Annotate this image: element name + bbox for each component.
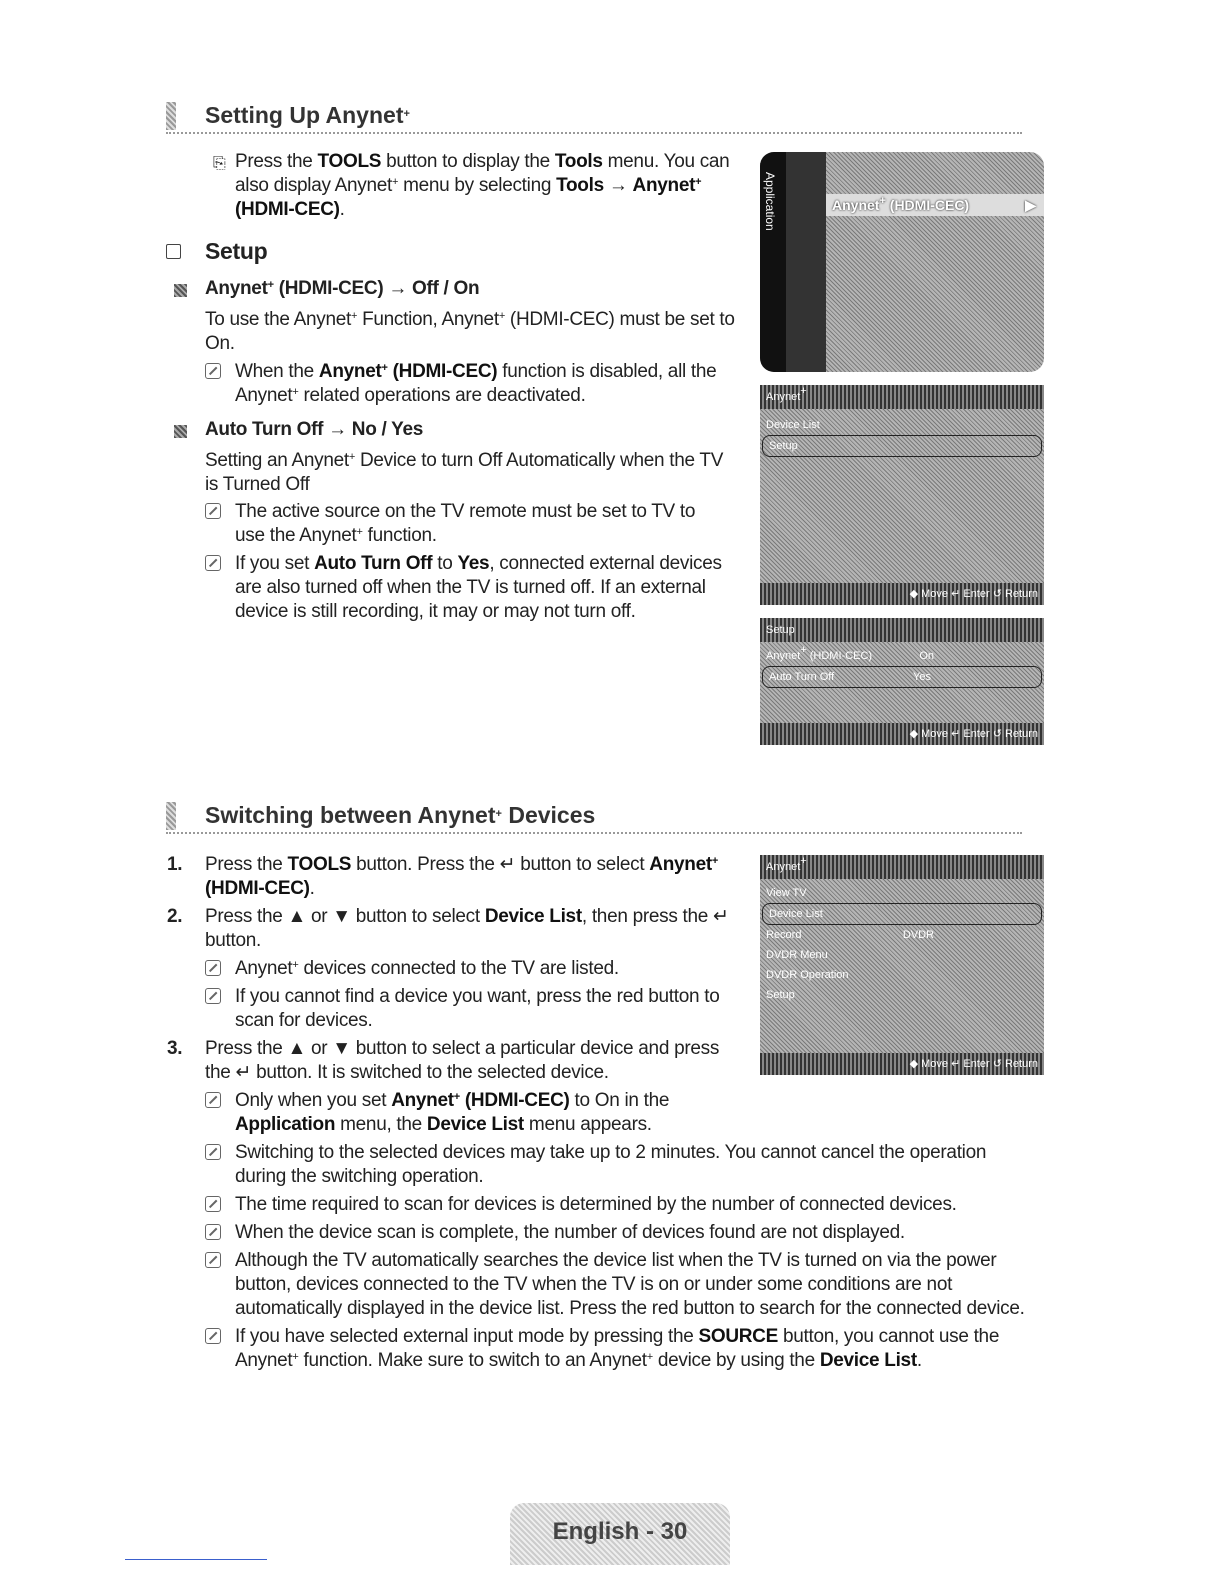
screen-footer: ◆ Move ↵ Enter ↺ Return [760,723,1044,745]
note-text: When the device scan is complete, the number of devices found are not displayed. [235,1222,905,1243]
screen-title: Setup [766,624,795,636]
section-title: Setting Up Anynet+ [205,102,410,128]
menu-row: Setup [766,989,795,1001]
note [235,1141,1030,1189]
menu-row: View TV [766,887,807,899]
menu-row: Anynet+ (HDMI-CEC) On [766,644,934,662]
screen-title: Anynet+ [766,385,807,403]
menu-row-selected: Auto Turn Off Yes [762,666,1042,688]
note-text: Although the TV automatically searches the device list when the TV is turned on via the power button, devices connected to the TV when the TV is on or under some conditions are not automatically displayed in the device list. Press the red button to search for the connected device. [235,1250,1025,1319]
note-icon [205,503,221,519]
screen-footer: ◆ Move ↵ Enter ↺ Return [760,1053,1044,1075]
menu-row: DVDR Menu [766,949,828,961]
setup-heading: Setup [205,238,268,264]
screen-footer: ◆ Move ↵ Enter ↺ Return [760,583,1044,605]
note [235,1221,1030,1245]
note-icon [205,1144,221,1160]
menu-row: Device List [766,419,820,431]
note-icon [205,555,221,571]
note-text: When the Anynet+ (HDMI-CEC) function is disabled, all the Anynet+ related operations are deactivated. [235,361,717,406]
note-icon [205,1196,221,1212]
note [235,1193,1030,1217]
section-heading [166,800,1022,834]
note [235,360,745,408]
step-number: 1. [167,854,183,875]
tools-icon: ⎘ [213,155,226,172]
note-text: The time required to scan for devices is determined by the number of connected devices. [235,1194,957,1215]
step-number: 2. [167,906,183,927]
divider [125,1559,267,1560]
step-item [167,853,745,901]
note-icon [205,1224,221,1240]
note [235,985,745,1033]
note-icon [205,1092,221,1108]
note [235,957,745,981]
note [235,1249,1030,1321]
option-description: To use the Anynet+ Function, Anynet+ (HDMI-CEC) must be set to On. [205,309,735,354]
note-text: Press the TOOLS button to display the Tools menu. You can also display Anynet+ menu by selecting Tools → Anynet+ (HDMI-CEC). [235,151,730,220]
note [235,552,745,624]
section-title: Switching between Anynet+ Devices [205,802,596,828]
note-icon [205,988,221,1004]
note-text: Anynet+ devices connected to the TV are listed. [235,958,619,979]
step-text: Press the ▲ or ▼ button to select Device List, then press the ↵ button. [205,906,729,951]
note [235,1325,1030,1373]
anynet-menu-screenshot [760,385,1044,605]
note-text: If you have selected external input mode by pressing the SOURCE button, you cannot use the Anynet+ function. Make sure to switch to an Anynet+ device by using the Device List. [235,1326,1000,1371]
tools-note [213,150,750,222]
step-text: Press the ▲ or ▼ button to select a particular device and press the ↵ button. It is switched to the selected device. [205,1038,720,1083]
page-number: English - 30 [510,1503,730,1565]
side-label: Application [763,172,777,231]
bullet-icon [174,284,187,297]
note-icon [205,363,221,379]
screen-title: Anynet+ [766,855,807,873]
steps-list [167,853,1035,1377]
bullet-icon [174,425,187,438]
note-text: If you set Auto Turn Off to Yes, connected external devices are also turned off when the TV is turned off. If an external device is still recording, it may or may not turn off. [235,553,722,622]
note-icon [205,1328,221,1344]
note-text: Only when you set Anynet+ (HDMI-CEC) to On in the Application menu, the Device List menu appears. [235,1090,670,1135]
option-heading: Auto Turn Off → No / Yes [205,419,423,440]
note-text: The active source on the TV remote must be set to TV to use the Anynet+ function. [235,501,696,546]
menu-row: Device List [762,903,1042,925]
setup-menu-screenshot [760,618,1044,745]
note [235,1089,745,1137]
section-heading [166,100,1022,134]
option-description: Setting an Anynet+ Device to turn Off Automatically when the TV is Turned Off [205,450,724,495]
note-text: If you cannot find a device you want, press the red button to scan for devices. [235,986,720,1031]
menu-item-anynet: Anynet+ (HDMI-CEC) ▶ [826,194,1044,216]
note-icon [205,960,221,976]
option-heading: Anynet+ (HDMI-CEC) → Off / On [205,278,480,299]
checkbox-icon [166,244,181,259]
note [235,500,720,548]
step-number: 3. [167,1038,183,1059]
menu-row: Record DVDR [766,929,934,941]
note-icon [205,1252,221,1268]
note-text: Switching to the selected devices may take up to 2 minutes. You cannot cancel the operation during the switching operation. [235,1142,987,1187]
application-menu-screenshot [760,152,1044,372]
step-item [167,905,745,953]
step-text: Press the TOOLS button. Press the ↵ button to select Anynet+ (HDMI-CEC). [205,854,719,899]
menu-row: DVDR Operation [766,969,849,981]
step-item [167,1037,745,1085]
menu-row-selected: Setup [762,435,1042,457]
